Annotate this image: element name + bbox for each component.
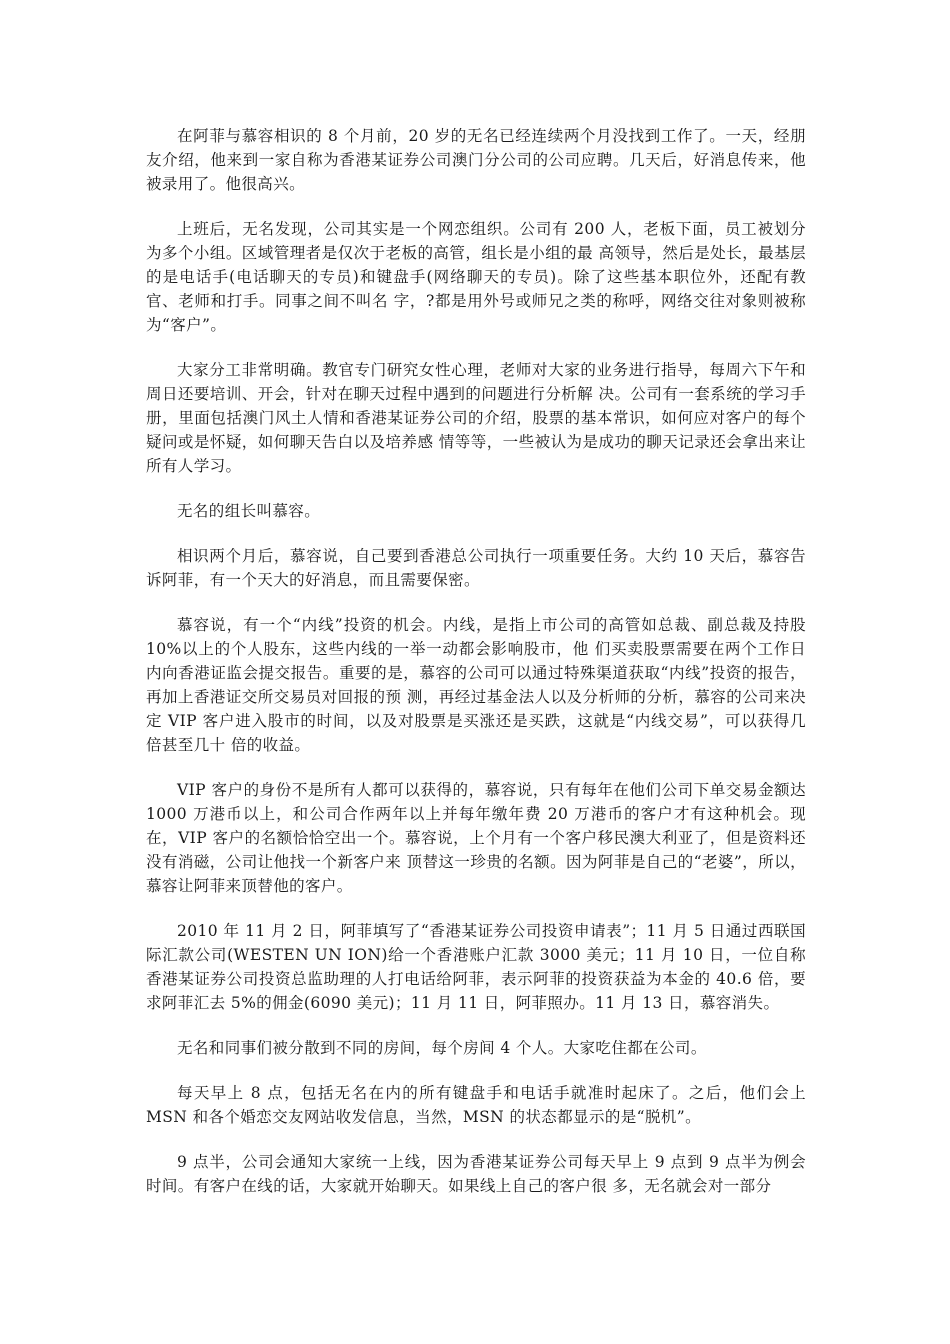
paragraph-4: 无名的组长叫慕容。	[177, 502, 321, 520]
paragraph-9: 无名和同事们被分散到不同的房间，每个房间 4 个人。大家吃住都在公司。	[177, 1039, 707, 1057]
paragraph-11: 9 点半，公司会通知大家统一上线，因为香港某证券公司每天早上 9 点到 9 点半为例会时间。有客户在线的话，大家就开始聊天。如果线上自己的客户很 多，无名就会对一部分	[146, 1153, 806, 1195]
paragraph-5: 相识两个月后，慕容说，自己要到香港总公司执行一项重要任务。大约 10 天后，慕容告诉阿菲，有一个天大的好消息，而且需要保密。	[146, 547, 806, 589]
document-body	[146, 124, 806, 1219]
paragraph-6: 慕容说，有一个“内线”投资的机会。内线，是指上市公司的高管如总裁、副总裁及持股 10%以上的个人股东，这些内线的一举一动都会影响股市，他 们买卖股票需要在两个工作日内向香港证监会提交报告。重要的是，慕容的公司可以通过特殊渠道获取“内线”投资的报告，再加上香港证交所交易员对回报的预 测，再经过基金法人以及分析师的分析，慕容的公司来决定 VIP 客户进入股市的时间，以及对股票是买涨还是买跌，这就是“内线交易”，可以获得几倍甚至几十 倍的收益。	[146, 616, 806, 754]
paragraph-10: 每天早上 8 点，包括无名在内的所有键盘手和电话手就准时起床了。之后，他们会上 MSN 和各个婚恋交友网站收发信息，当然，MSN 的状态都显示的是“脱机”。	[146, 1084, 806, 1126]
paragraph-7: VIP 客户的身份不是所有人都可以获得的，慕容说，只有每年在他们公司下单交易金额达 1000 万港币以上，和公司合作两年以上并每年缴年费 20 万港币的客户才有这种机会。现在，VIP 客户的名额恰恰空出一个。慕容说，上个月有一个客户移民澳大利亚了，但是资料还没有消磁，公司让他找一个新客户来 顶替这一珍贵的名额。因为阿菲是自己的“老婆”，所以，慕容让阿菲来顶替他的客户。	[146, 781, 806, 895]
paragraph-2: 上班后，无名发现，公司其实是一个网恋组织。公司有 200 人，老板下面，员工被划分为多个小组。区域管理者是仅次于老板的高管，组长是小组的最 高领导，然后是处长，最基层的是电话手(电话聊天的专员)和键盘手(网络聊天的专员)。除了这些基本职位外，还配有教官、老师和打手。同事之间不叫名 字，?都是用外号或师兄之类的称呼，网络交往对象则被称为“客户”。	[146, 220, 806, 334]
paragraph-1: 在阿菲与慕容相识的 8 个月前，20 岁的无名已经连续两个月没找到工作了。一天，经朋友介绍，他来到一家自称为香港某证券公司澳门分公司的公司应聘。几天后，好消息传来，他被录用了。他很高兴。	[146, 127, 806, 193]
paragraph-3: 大家分工非常明确。教官专门研究女性心理，老师对大家的业务进行指导，每周六下午和周日还要培训、开会，针对在聊天过程中遇到的问题进行分析解 决。公司有一套系统的学习手册，里面包括澳门风土人情和香港某证券公司的介绍，股票的基本常识，如何应对客户的每个疑问或是怀疑，如何聊天告白以及培养感 情等等，一些被认为是成功的聊天记录还会拿出来让所有人学习。	[146, 361, 806, 475]
paragraph-8: 2010 年 11 月 2 日，阿菲填写了“香港某证券公司投资申请表”；11 月 5 日通过西联国际汇款公司(WESTEN UN ION)给一个香港账户汇款 3000 美元；11 月 10 日，一位自称香港某证券公司投资总监助理的人打电话给阿菲，表示阿菲的投资获益为本金的 40.6 倍，要求阿菲汇去 5%的佣金(6090 美元)；11 月 11 日，阿菲照办。11 月 13 日，慕容消失。	[146, 922, 806, 1012]
